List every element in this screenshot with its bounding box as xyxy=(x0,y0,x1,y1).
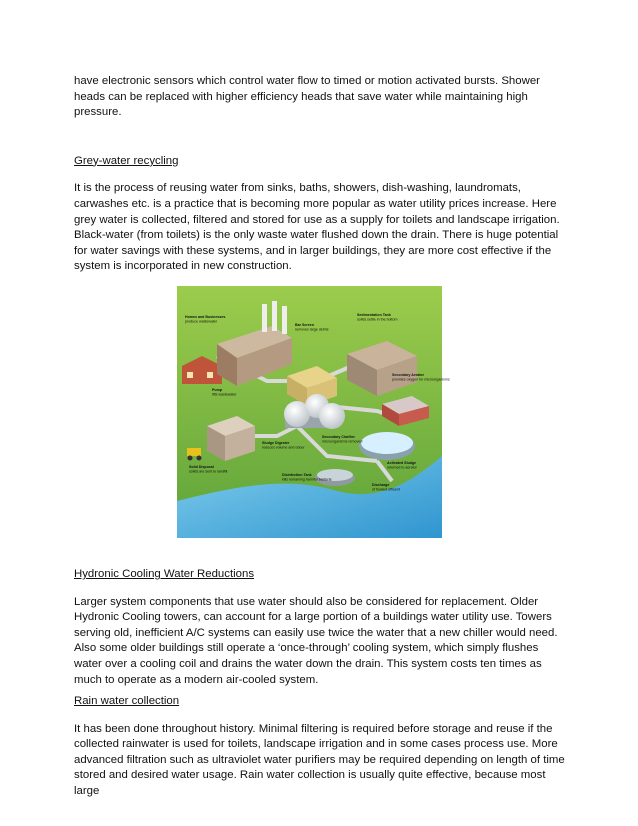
label-disinfection: Disinfection Tank xyxy=(282,472,312,477)
label-sedimentation: Sedimentation Tank xyxy=(357,312,391,317)
label-secondary-clarifier: Secondary Clarifier xyxy=(322,434,355,439)
heading-hydronic: Hydronic Cooling Water Reductions xyxy=(74,567,255,580)
label-activated-sludge: Activated Sludge xyxy=(387,460,417,465)
label-discharge-sub: of treated effluent xyxy=(372,487,400,492)
wastewater-treatment-illustration xyxy=(177,286,450,538)
label-sedimentation-sub: solids settle in the bottom xyxy=(357,317,398,322)
label-sludge-digester: Sludge Digester xyxy=(262,440,290,445)
label-homes-sub: produce wastewater xyxy=(185,319,218,324)
label-homes: Homes and Businesses xyxy=(185,314,226,319)
label-solid-disposal-sub: solids are sent to landfill xyxy=(189,469,228,474)
label-pump-sub: lifts wastewater xyxy=(212,392,237,397)
hydronic-paragraph: Larger system components that use water should also be considered for replacement. Older Hydronic Cooling towers, can account for a large portion of a buildings water utility use. Towers serving old, inefficient A/C systems can easily use twice the water that a new chiller would need. Also some older buildings still operate a ‘once-through’ cooling system, which simply flushes water over a cooling coil and drains the water down the drain. This system costs ten times as much to operate as a modern air-cooled system. xyxy=(74,595,558,686)
label-secondary-aerator: Secondary Aerator xyxy=(392,372,425,377)
secondary-clarifier xyxy=(359,432,415,460)
label-secondary-clarifier-sub: microorganisms removed xyxy=(322,439,363,444)
label-solid-disposal: Solid Disposal xyxy=(189,464,214,469)
document-page xyxy=(74,74,566,800)
label-secondary-aerator-sub: provides oxygen for microorganisms xyxy=(392,377,450,382)
treatment-diagram xyxy=(177,286,450,538)
label-discharge: Discharge xyxy=(372,482,390,487)
label-activated-sludge-sub: returned to aerator xyxy=(387,465,417,470)
label-bar-screen-sub: removes large debris xyxy=(295,327,329,332)
rainwater-paragraph: It has been done throughout history. Minimal filtering is required before storage and reuse if the collected rainwater is used for toilets, landscape irrigation and in some cases process use. More advanced filtration such as ultraviolet water purifiers may be required depending on length of time stored and desired water usage. Rain water collection is usually quite effective, because most large xyxy=(74,722,565,798)
heading-rainwater: Rain water collection xyxy=(74,695,180,708)
greywater-paragraph: It is the process of reusing water from sinks, baths, showers, dish-washing, laundromats, carwashes etc. is a practice that is becoming more popular as water utility prices increase. Here grey water is collected, filtered and stored for use as a supply for toilets and landscape irrigation. Black-water (from toilets) is the only waste water flushed down the drain. There is huge potential for water savings with these systems, and in larger buildings, they are more cost effective if the system is incorporated in new construction. xyxy=(74,182,560,273)
label-pump: Pump xyxy=(212,387,222,392)
label-disinfection-sub: kills remaining harmful bacteria xyxy=(282,477,332,482)
heading-greywater: Grey-water recycling xyxy=(74,154,179,167)
intro-continuation-paragraph: have electronic sensors which control water flow to timed or motion activated bursts. Shower heads can be replaced with higher efficiency heads that save water while maintaining high pressure. xyxy=(74,75,540,119)
label-bar-screen: Bar Screen xyxy=(295,322,314,327)
label-sludge-digester-sub: reduces volume and odour xyxy=(262,445,305,450)
